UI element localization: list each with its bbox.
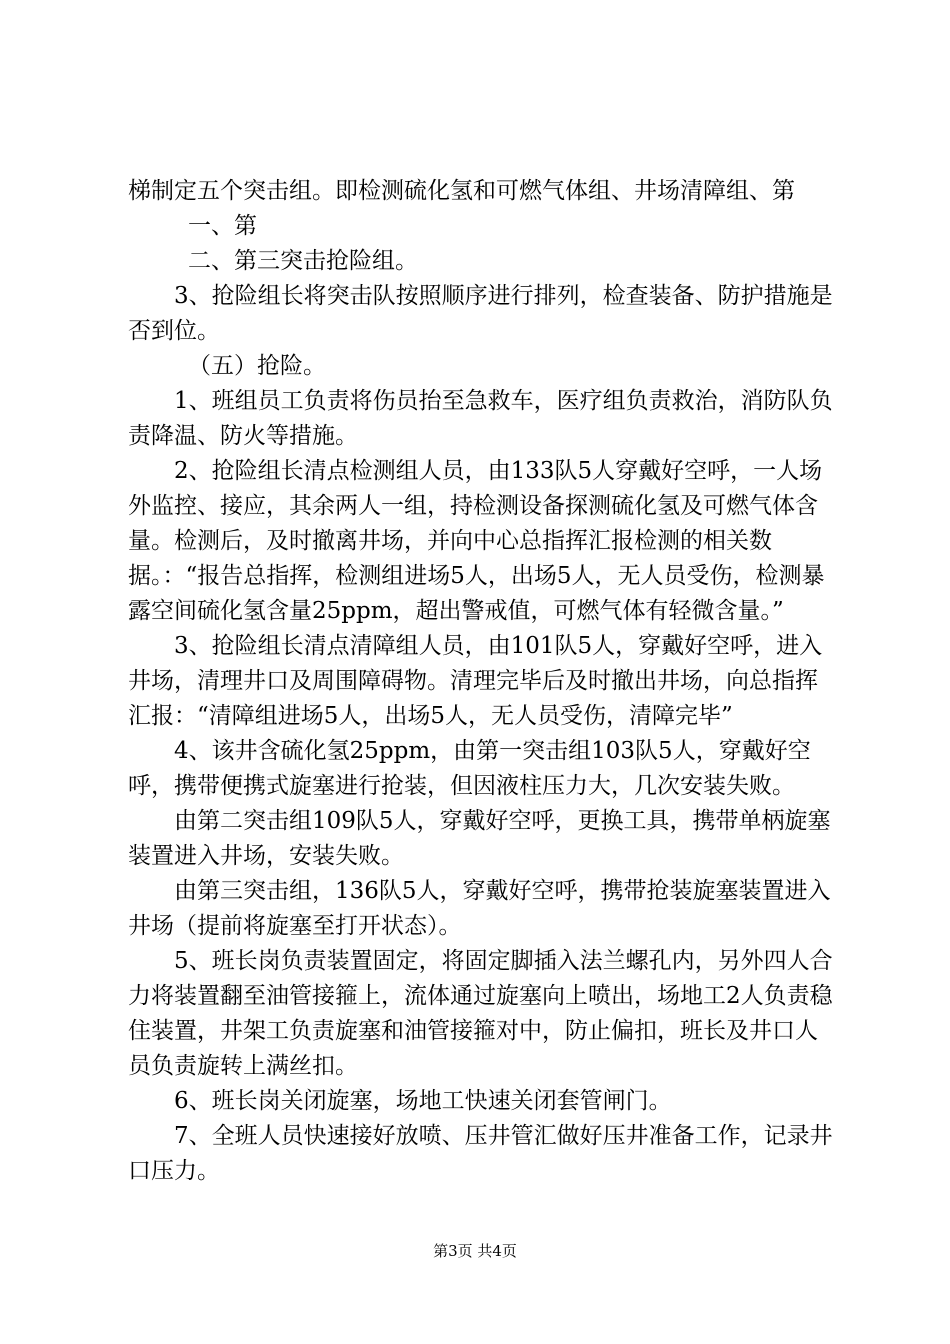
paragraph-step-1: 1、班组员工负责将伤员抬至急救车，医疗组负责救治，消防队负责降温、防火等措施。 [128, 388, 833, 449]
paragraph-list-1: 一、第 [188, 213, 257, 239]
paragraph-step-3: 3、抢险组长清点清障组人员，由101队5人，穿戴好空呼，进入井场，清理井口及周围障碍物。清理完毕后及时撤出井场，向总指挥汇报：“清障组进场5人，出场5人，无人员受伤，清障完毕” [128, 633, 823, 729]
paragraph-step-4: 4、该井含硫化氢25ppm，由第一突击组103队5人，穿戴好空呼，携带便携式旋塞进行抢装，但因液柱压力大，几次安装失败。 [128, 738, 811, 799]
paragraph-item-3: 3、抢险组长将突击队按照顺序进行排列，检查装备、防护措施是否到位。 [128, 283, 833, 344]
paragraph-group-2: 由第二突击组109队5人，穿戴好空呼，更换工具，携带单柄旋塞装置进入井场，安装失败。 [128, 808, 831, 869]
section-heading-rescue: （五）抢险。 [188, 353, 326, 379]
paragraph-list-2: 二、第三突击抢险组。 [188, 248, 418, 274]
document-body [128, 174, 838, 1189]
paragraph-intro: 梯制定五个突击组。即检测硫化氢和可燃气体组、井场清障组、第 [128, 178, 795, 204]
paragraph-step-7: 7、全班人员快速接好放喷、压井管汇做好压井准备工作，记录井口压力。 [128, 1123, 833, 1184]
paragraph-step-2: 2、抢险组长清点检测组人员，由133队5人穿戴好空呼，一人场外监控、接应，其余两人一组，持检测设备探测硫化氢及可燃气体含量。检测后，及时撤离井场，并向中心总指挥汇报检测的相关数据。：“报告总指挥，检测组进场5人，出场5人，无人员受伤，检测暴露空间硫化氢含量25ppm，超出警戒值，可燃气体有轻微含量。” [128, 458, 825, 624]
page-number-footer: 第3页 共4页 [433, 1242, 517, 1260]
paragraph-step-5: 5、班长岗负责装置固定，将固定脚插入法兰螺孔内，另外四人合力将装置翻至油管接箍上，流体通过旋塞向上喷出，场地工2人负责稳住装置，井架工负责旋塞和油管接箍对中，防止偏扣，班长及井口人员负责旋转上满丝扣。 [128, 948, 833, 1079]
paragraph-group-3: 由第三突击组，136队5人，穿戴好空呼，携带抢装旋塞装置进入井场（提前将旋塞至打开状态）。 [128, 878, 831, 939]
paragraph-step-6: 6、班长岗关闭旋塞，场地工快速关闭套管闸门。 [174, 1088, 672, 1114]
